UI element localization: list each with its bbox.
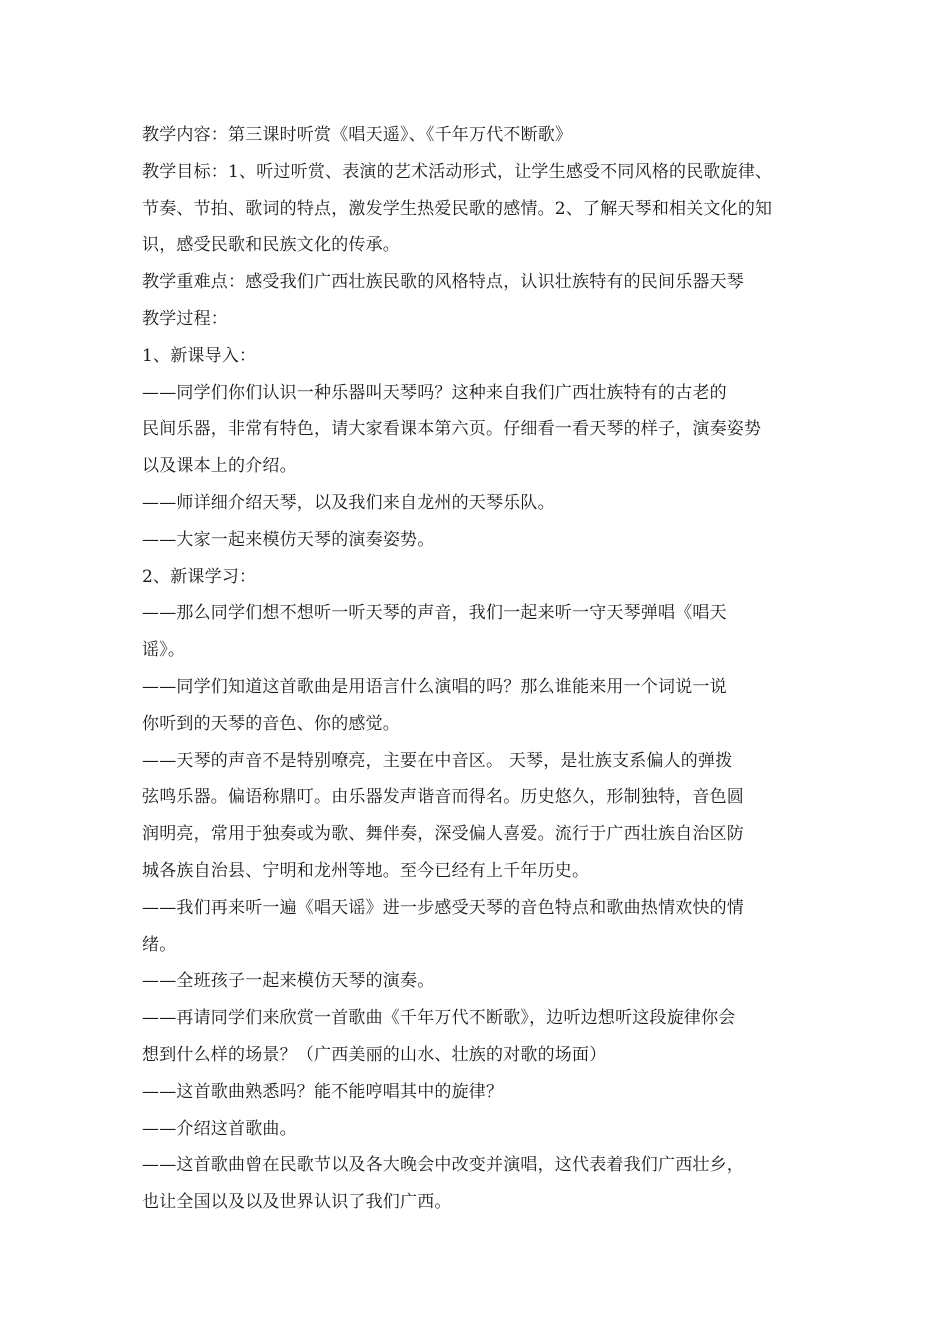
- document-body: [142, 121, 812, 1225]
- text-line: 你听到的天琴的音色、你的感觉。: [142, 713, 400, 734]
- text-line: ——全班孩子一起来模仿天琴的演奏。: [142, 971, 435, 992]
- text-line: ——天琴的声音不是特别嘹亮，主要在中音区。 天琴，是壮族支系偏人的弹拨: [142, 750, 733, 771]
- text-line: 弦鸣乐器。偏语称鼎叮。由乐器发声谐音而得名。历史悠久，形制独特，音色圆: [142, 787, 744, 808]
- text-line: 绪。: [142, 934, 177, 955]
- text-line: 教学重难点：感受我们广西壮族民歌的风格特点，认识壮族特有的民间乐器天琴: [142, 272, 744, 293]
- text-line: 教学过程：: [142, 308, 228, 329]
- section-heading: 2、新课学习：: [142, 566, 257, 587]
- text-line: ——介绍这首歌曲。: [142, 1118, 297, 1139]
- text-line: 想到什么样的场景？（广西美丽的山水、壮族的对歌的场面）: [142, 1044, 607, 1065]
- text-line: ——那么同学们想不想听一听天琴的声音，我们一起来听一守天琴弹唱《唱天: [142, 603, 727, 624]
- text-line: 以及课本上的介绍。: [142, 456, 297, 477]
- text-line: 节奏、节拍、歌词的特点，激发学生热爱民歌的感情。2、了解天琴和相关文化的知: [142, 198, 773, 219]
- text-line: ——这首歌曲熟悉吗？能不能哼唱其中的旋律？: [142, 1081, 504, 1102]
- text-line: ——同学们你们认识一种乐器叫天琴吗？这种来自我们广西壮族特有的古老的: [142, 382, 727, 403]
- text-line: 民间乐器，非常有特色，请大家看课本第六页。仔细看一看天琴的样子，演奏姿势: [142, 419, 762, 440]
- text-line: 也让全国以及以及世界认识了我们广西。: [142, 1192, 452, 1213]
- text-line: ——大家一起来模仿天琴的演奏姿势。: [142, 529, 435, 550]
- text-line: 城各族自治县、宁明和龙州等地。至今已经有上千年历史。: [142, 860, 590, 881]
- text-line: 教学目标：1、听过听赏、表演的艺术活动形式，让学生感受不同风格的民歌旋律、: [142, 161, 773, 182]
- text-line: ——同学们知道这首歌曲是用语言什么演唱的吗？那么谁能来用一个词说一说: [142, 676, 727, 697]
- text-line: ——再请同学们来欣赏一首歌曲《千年万代不断歌》，边听边想听这段旋律你会: [142, 1008, 736, 1029]
- text-line: ——这首歌曲曾在民歌节以及各大晚会中改变并演唱，这代表着我们广西壮乡，: [142, 1155, 744, 1176]
- text-line: ——师详细介绍天琴，以及我们来自龙州的天琴乐队。: [142, 492, 555, 513]
- section-heading: 1、新课导入：: [142, 345, 257, 366]
- text-line-title: 教学内容：第三课时听赏《唱天遥》、《千年万代不断歌》: [142, 125, 573, 145]
- text-line: 谣》。: [142, 640, 186, 661]
- text-line: ——我们再来听一遍《唱天谣》进一步感受天琴的音色特点和歌曲热情欢快的情: [142, 897, 744, 918]
- text-line: 识，感受民歌和民族文化的传承。: [142, 235, 400, 256]
- text-line: 润明亮，常用于独奏或为歌、舞伴奏，深受偏人喜爱。流行于广西壮族自治区防: [142, 824, 744, 845]
